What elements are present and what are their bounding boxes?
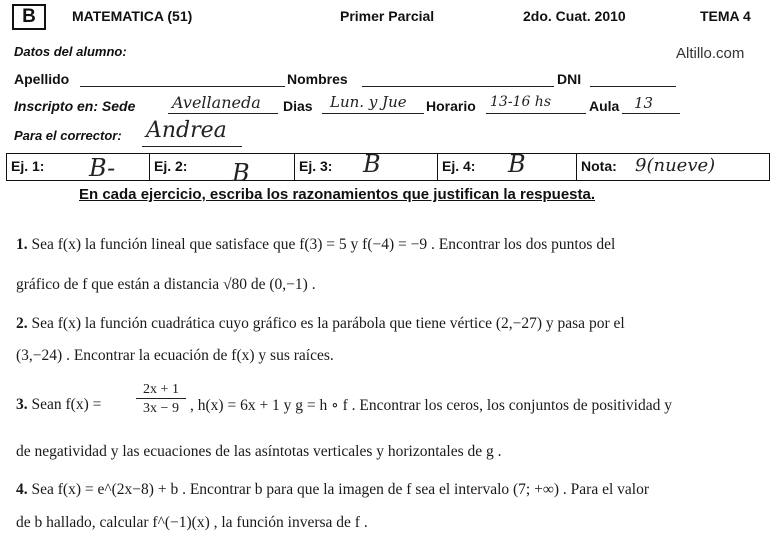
student-section-title: Datos del alumno: <box>14 44 127 59</box>
apellido-label: Apellido <box>14 71 70 87</box>
grade-cell-ej1 <box>7 154 150 180</box>
dias-field[interactable] <box>322 113 424 114</box>
fraction-numerator: 2x + 1 <box>136 381 186 399</box>
watermark: Altillo.com <box>676 45 745 62</box>
grade-value: B <box>508 150 526 178</box>
grade-label: Ej. 4: <box>442 158 476 174</box>
corrector-label: Para el corrector: <box>14 128 122 143</box>
course-title: MATEMATICA (51) <box>72 8 193 24</box>
exercise-3-line-1-rest: , h(x) = 6x + 1 y g = h ∘ f . Encontrar los ceros, los conjuntos de positividad y <box>190 397 672 414</box>
exercise-3-line-1: 3. Sean f(x) = <box>16 396 102 413</box>
tema-label: TEMA 4 <box>700 8 751 24</box>
corrector-value: Andrea <box>146 118 227 143</box>
nombres-label: Nombres <box>287 71 348 87</box>
nombres-field[interactable] <box>362 86 554 87</box>
exercise-2-line-2: (3,−24) . Encontrar la ecuación de f(x) y sus raíces. <box>16 347 334 364</box>
dias-label: Dias <box>283 98 313 114</box>
grade-value: B <box>232 159 250 187</box>
exam-type: Primer Parcial <box>340 8 435 24</box>
grade-label: Ej. 1: <box>11 158 45 174</box>
exercise-2-line-1: 2. Sea f(x) la función cuadrática cuyo gráfico es la parábola que tiene vértice (2,−27) y pasa por el <box>16 315 625 332</box>
horario-label: Horario <box>426 98 476 114</box>
dni-field[interactable] <box>590 86 676 87</box>
corrector-field[interactable] <box>142 146 242 147</box>
grade-cell-nota <box>577 154 769 180</box>
grade-label: Ej. 2: <box>154 158 188 174</box>
grade-label: Nota: <box>581 158 617 174</box>
grade-value: 9(nueve) <box>635 155 716 176</box>
exercise-1-line-1: 1. Sea f(x) la función lineal que satisface que f(3) = 5 y f(−4) = −9 . Encontrar los dos puntos del <box>16 236 616 253</box>
grade-value: B- <box>89 154 116 182</box>
aula-field[interactable] <box>622 113 680 114</box>
fraction-denominator: 3x − 9 <box>143 401 179 416</box>
grades-table <box>6 150 770 187</box>
apellido-field[interactable] <box>80 86 285 87</box>
exam-letter-box: B <box>12 4 46 30</box>
exercise-4-line-1: 4. Sea f(x) = e^(2x−8) + b . Encontrar b para que la imagen de f sea el intervalo (7; +∞) . Para el valor <box>16 481 650 498</box>
dni-label: DNI <box>557 71 582 87</box>
sede-field[interactable] <box>168 113 278 114</box>
grade-value: B <box>363 150 381 178</box>
horario-value: 13-16 hs <box>490 94 552 110</box>
exercise-3-fraction <box>136 381 186 418</box>
grade-cell-ej2 <box>150 154 295 187</box>
inscripto-label: Inscripto en: Sede <box>14 98 136 114</box>
term: 2do. Cuat. 2010 <box>523 8 626 24</box>
aula-value: 13 <box>634 94 654 112</box>
dias-value: Lun. y Jue <box>330 93 407 111</box>
grade-label: Ej. 3: <box>299 158 333 174</box>
exercise-4-line-2: de b hallado, calcular f^(−1)(x) , la función inversa de f . <box>16 514 368 531</box>
aula-label: Aula <box>589 98 620 114</box>
instruction: En cada ejercicio, escriba los razonamientos que justifican la respuesta. <box>79 186 596 203</box>
exercise-1-line-2: gráfico de f que están a distancia √80 de (0,−1) . <box>16 276 316 293</box>
exercise-3-line-2: de negatividad y las ecuaciones de las asíntotas verticales y horizontales de g . <box>16 443 502 460</box>
grade-cell-ej4 <box>438 150 577 180</box>
grade-cell-ej3 <box>295 150 438 180</box>
sede-value: Avellaneda <box>172 93 261 112</box>
horario-field[interactable] <box>486 113 586 114</box>
